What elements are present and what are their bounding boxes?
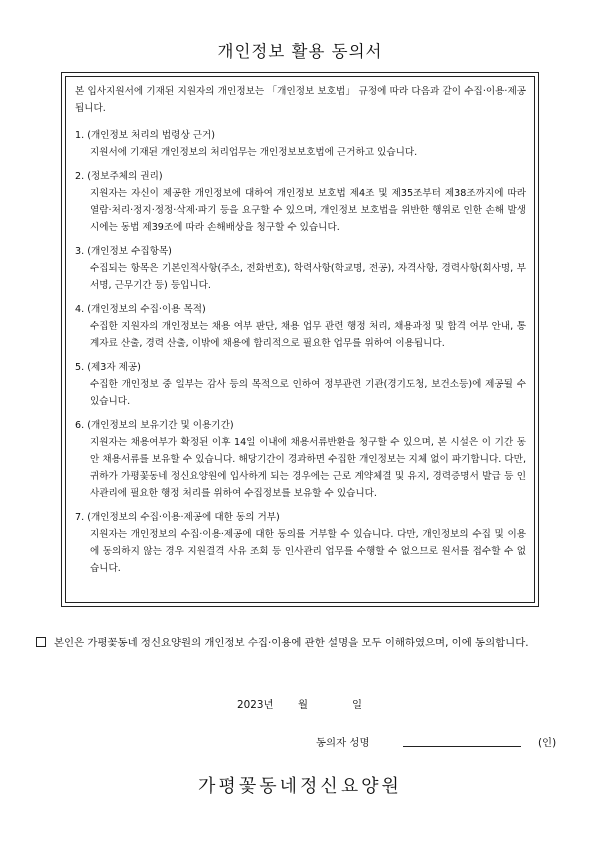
section-refusal xyxy=(75,509,526,577)
date-month: 월 xyxy=(298,699,309,711)
section-retention-period xyxy=(75,417,526,502)
section-body: 지원서에 기재된 개인정보의 처리업무는 개인정보보호법에 근거하고 있습니다. xyxy=(90,147,418,158)
signature-label: 동의자 성명 xyxy=(316,737,370,749)
section-body: 지원자는 자신이 제공한 개인정보에 대하여 개인정보 보호법 제4조 및 제35조부터 제38조까지에 따라 열람·처리·정지·정정·삭제·파기 등을 요구할 수 있으며, 개인정보 보호법을 위반한 행위로 인한 손해 발생 시에는 동법 제39조에 따라 손해배상을 청구할 수 있습니다. xyxy=(90,188,526,233)
section-body: 수집한 개인정보 중 일부는 감사 등의 목적으로 인하여 정부관련 기관(경기도청, 보건소등)에 제공될 수 있습니다. xyxy=(90,379,526,407)
section-heading: 4. (개인정보의 수집·이용 목적) xyxy=(75,304,206,315)
section-heading: 1. (개인정보 처리의 법령상 근거) xyxy=(75,130,216,141)
terms-box xyxy=(61,72,539,607)
seal-mark: (인) xyxy=(538,737,557,749)
section-legal-basis xyxy=(75,127,526,161)
organization-name: 가평꽃동네정신요양원 xyxy=(198,776,402,797)
section-heading: 5. (제3자 제공) xyxy=(75,362,141,373)
section-heading: 2. (정보주체의 권리) xyxy=(75,171,163,182)
intro-paragraph: 본 입사지원서에 기재된 지원자의 개인정보는 「개인정보 보호법」 규정에 따라 다음과 같이 수집·이용·제공됩니다. xyxy=(75,86,526,114)
section-collected-items xyxy=(75,243,526,294)
date-day: 일 xyxy=(352,699,363,711)
signature-line xyxy=(0,734,600,754)
section-heading: 6. (개인정보의 보유기간 및 이용기간) xyxy=(75,420,234,431)
section-body: 지원자는 개인정보의 수집·이용·제공에 대한 동의를 거부할 수 있습니다. 다만, 개인정보의 수집 및 이용에 동의하지 않는 경우 지원결격 사유 조회 등 인사관리 업무를 수행할 수 없으므로 원서를 접수할 수 없습니다. xyxy=(90,529,526,574)
section-data-subject-rights xyxy=(75,168,526,236)
section-body: 지원자는 채용여부가 확정된 이후 14일 이내에 채용서류반환을 청구할 수 있으며, 본 시설은 이 기간 동안 채용서류를 보유할 수 있습니다. 해당기간이 경과하면 수집한 개인정보는 지체 없이 파기합니다. 다만, 귀하가 가평꽃동네 정신요양원에 입사하게 되는 경우에는 근로 계약체결 및 유지, 경력증명서 발급 등 인사관리에 필요한 행정 처리를 위하여 수집정보를 보유할 수 있습니다. xyxy=(90,437,526,499)
section-body: 수집한 지원자의 개인정보는 채용 여부 판단, 채용 업무 관련 행정 처리, 채용과정 및 합격 여부 안내, 통계자료 산출, 경력 산출, 이밖에 채용에 합리적으로 필요한 업무를 위하여 이용됩니다. xyxy=(90,321,526,349)
section-third-party xyxy=(75,359,526,410)
terms-box-inner xyxy=(65,76,535,603)
consent-checkbox[interactable] xyxy=(36,637,46,647)
date-year: 2023년 xyxy=(237,699,274,711)
document-title: 개인정보 활용 동의서 xyxy=(217,42,383,61)
signature-field[interactable] xyxy=(403,746,521,747)
section-heading: 3. (개인정보 수집항목) xyxy=(75,246,172,257)
section-purpose xyxy=(75,301,526,352)
section-body: 수집되는 항목은 기본인적사항(주소, 전화번호), 학력사항(학교명, 전공), 자격사항, 경력사항(회사명, 부서명, 근무기간 등) 등입니다. xyxy=(90,263,526,291)
consent-statement xyxy=(36,634,561,653)
consent-statement-text: 본인은 가평꽃동네 정신요양원의 개인정보 수집·이용에 관한 설명을 모두 이해하였으며, 이에 동의합니다. xyxy=(54,637,529,649)
section-heading: 7. (개인정보의 수집·이용·제공에 대한 동의 거부) xyxy=(75,512,280,523)
